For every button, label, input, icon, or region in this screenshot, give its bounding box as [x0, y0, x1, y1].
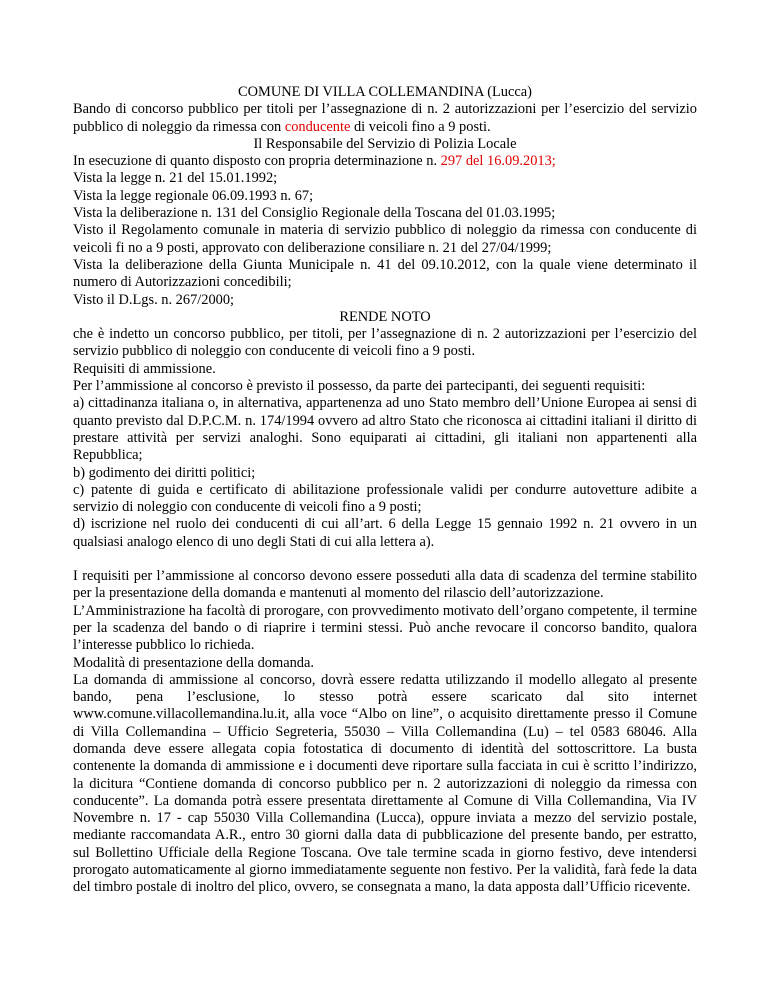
bando-title [73, 101, 697, 136]
modalita-heading: Modalità di presentazione della domanda. [73, 654, 314, 671]
requisiti-heading: Requisiti di ammissione. [73, 360, 216, 377]
vista-legge-21: Vista la legge n. 21 del 15.01.1992; [73, 170, 278, 187]
bando-title-text: Bando di concorso pubblico per titoli per l’assegnazione di n. 2 autorizzazioni per l’esercizio del servizio pubblico di noleggio da rimessa con [73, 101, 697, 135]
requisiti-intro: Per l’ammissione al concorso è previsto il possesso, da parte dei partecipanti, dei seguenti requisiti: [73, 378, 646, 395]
bando-title-highlight: conducente [284, 118, 351, 135]
document-page [73, 84, 697, 897]
esecuzione-text: In esecuzione di quanto disposto con propria determinazione n. [73, 153, 441, 170]
modalita-paragraph: La domanda di ammissione al concorso, dovrà essere redatta utilizzando il modello allegato al presente bando, pena l’esclusione, lo stesso potrà essere scaricato dal sito internet www.comune.villacollemandina.lu.it, alla voce “Albo on line”, o acquisito direttamente presso il Comune di Villa Collemandina – Ufficio Segreteria, 55030 – Villa Collemandina (Lu) – tel 0583 68046. Alla domanda deve essere allegata copia fotostatica di documento di identità del sottoscrittore. La busta contenente la domanda di ammissione e i documenti deve riportare sulla facciata in cui è scritto l’indirizzo, la dicitura “Contiene domanda di concorso pubblico per n. 2 autorizzazioni di noleggio da rimessa con conducente”. La domanda potrà essere presentata direttamente al Comune di Villa Collemandina, Via IV Novembre n. 17 - cap 55030 Villa Collemandina (Lucca), oppure inviata a mezzo del servizio postale, mediante raccomandata A.R., entro 30 giorni dalla data di pubblicazione del presente bando, per estratto, sul Bollettino Ufficiale della Regione Toscana. Ove tale termine scada in giorno festivo, deve intendersi prorogato automaticamente al giorno immediatamente seguente non festivo. Per la validità, farà fede la data del timbro postale di inoltro del plico, ovvero, se consegnata a mano, la data apposta dall’Ufficio ricevente. [73, 671, 697, 896]
visto-regolamento: Visto il Regolamento comunale in materia di servizio pubblico di noleggio da rimessa con conducente di veicoli fi no a 9 posti, approvato con deliberazione consiliare n. 21 del 27/04/1999; [73, 222, 697, 256]
determinazione-ref: 297 del 16.09.2013; [440, 153, 556, 170]
prorogare-paragraph: L’Amministrazione ha facoltà di prorogare, con provvedimento motivato dell’organo competente, il termine per la scadenza del bando o di riaprire i termini stessi. Può anche revocare il concorso bandito, qualora l’interesse pubblico lo richieda. [73, 602, 697, 654]
rende-noto-heading: RENDE NOTO [339, 308, 431, 325]
indetto-paragraph: che è indetto un concorso pubblico, per titoli, per l’assegnazione di n. 2 autorizzazioni per l’esercizio del servizio pubblico di noleggio con conducente di veicoli fino a 9 posti. [73, 326, 697, 360]
esecuzione-line [73, 153, 697, 170]
requisito-d: d) iscrizione nel ruolo dei conducenti di cui all’art. 6 della Legge 15 gennaio 1992 n. 21 ovvero in un qualsiasi analogo elenco di uno degli Stati di cui alla lettera a). [73, 516, 697, 550]
requisito-a: a) cittadinanza italiana o, in alternativa, appartenenza ad uno Stato membro dell’Unione Europea ai sensi di quanto previsto dal D.P.C.M. n. 174/1994 ovvero ad altro Stato che riconosca ai cittadini italiani il diritto di prestare attività per servizi analoghi. Sono equiparati ai cittadini, gli italiani non appartenenti alla Repubblica; [73, 395, 697, 464]
document-heading: COMUNE DI VILLA COLLEMANDINA (Lucca) [238, 84, 532, 100]
bando-title-end: di veicoli fino a 9 posti. [350, 118, 491, 135]
possesso-paragraph: I requisiti per l’ammissione al concorso devono essere posseduti alla data di scadenza del termine stabilito per la presentazione della domanda e mantenuti al momento del rilascio dell’autorizzazione. [73, 568, 697, 602]
vista-giunta: Vista la deliberazione della Giunta Municipale n. 41 del 09.10.2012, con la quale viene determinato il numero di Autorizzazioni concedibili; [73, 256, 697, 291]
vista-deliberazione-131: Vista la deliberazione n. 131 del Consiglio Regionale della Toscana del 01.03.1995; [73, 205, 556, 222]
paragraph-gap [73, 551, 697, 568]
requisito-c: c) patente di guida e certificato di abilitazione professionale validi per condurre autovetture adibite a servizio di noleggio con conducente di veicoli fino a 9 posti; [73, 481, 697, 516]
vista-legge-regionale: Vista la legge regionale 06.09.1993 n. 67; [73, 187, 314, 204]
visto-dlgs: Visto il D.Lgs. n. 267/2000; [73, 291, 235, 308]
requisito-b: b) godimento dei diritti politici; [73, 464, 256, 481]
responsabile-line: Il Responsabile del Servizio di Polizia Locale [253, 135, 517, 152]
